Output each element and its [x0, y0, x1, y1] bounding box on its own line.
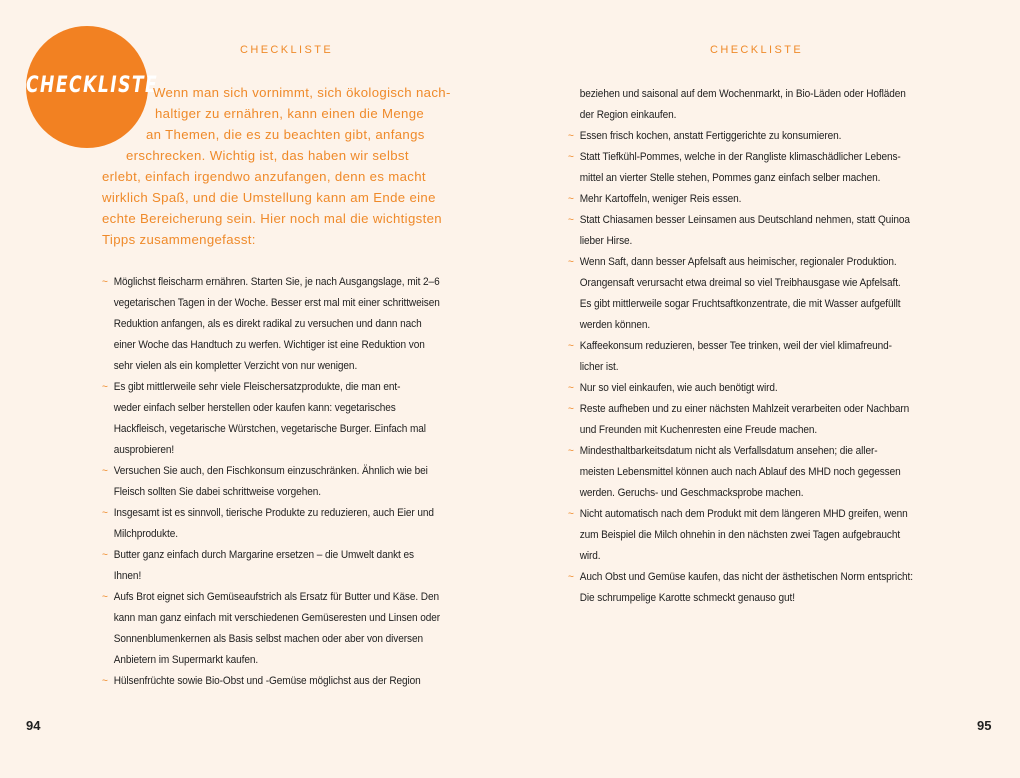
list-item: [102, 671, 453, 692]
tilde-bullet-icon: ~: [102, 549, 108, 561]
list-item: [102, 503, 453, 545]
intro-line: erschrecken. Wichtig ist, das haben wir selbst: [126, 148, 409, 163]
tilde-bullet-icon: ~: [102, 675, 108, 687]
tilde-bullet-icon: ~: [102, 591, 108, 603]
list-line: lieber Hirse.: [579, 235, 633, 247]
list-line: weder einfach selber herstellen oder kaufen kann: vegetarisches: [113, 402, 396, 414]
tilde-bullet-icon: ~: [102, 276, 108, 288]
list-line: ausprobieren!: [113, 444, 175, 456]
tilde-bullet-icon: ~: [568, 403, 574, 415]
list-line: mittel an vierter Stelle stehen, Pommes ganz einfach selber machen.: [579, 172, 881, 184]
list-line: licher ist.: [579, 361, 619, 373]
list-line: vegetarischen Tagen in der Woche. Besser erst mal mit einer schrittweisen: [113, 297, 440, 309]
tilde-bullet-icon: ~: [568, 445, 574, 457]
list-line: und Freunden mit Kuchenresten eine Freude machen.: [579, 424, 818, 436]
running-head: CHECKLISTE: [240, 44, 334, 56]
list-item: [568, 126, 921, 147]
list-item: [568, 189, 921, 210]
list-line: Nur so viel einkaufen, wie auch benötigt wird.: [579, 382, 778, 394]
list-line: Anbietern im Supermarkt kaufen.: [113, 654, 259, 666]
list-line: werden können.: [579, 319, 651, 331]
list-line: sehr vielen als ein kompletter Verzicht von nur wenigen.: [113, 360, 358, 372]
intro-line: Wenn man sich vornimmt, sich ökologisch nach-: [153, 85, 451, 100]
list-line: kann man ganz einfach mit verschiedenen Gemüseresten und Linsen oder: [113, 612, 441, 624]
list-line: Auch Obst und Gemüse kaufen, das nicht der ästhetischen Norm entspricht:: [579, 571, 913, 583]
running-head: CHECKLISTE: [710, 44, 804, 56]
tilde-bullet-icon: ~: [102, 465, 108, 477]
list-item: [568, 378, 921, 399]
list-line: Sonnenblumenkernen als Basis selbst machen oder aber von diversen: [113, 633, 423, 645]
page-number: 94: [26, 718, 41, 733]
tilde-bullet-icon: ~: [568, 571, 574, 583]
intro-line: an Themen, die es zu beachten gibt, anfangs: [146, 127, 425, 142]
list-item: [102, 545, 453, 587]
list-line: Die schrumpelige Karotte schmeckt genauso gut!: [579, 592, 795, 604]
tips-list-right: [568, 84, 921, 609]
list-line: Statt Tiefkühl-Pommes, welche in der Rangliste klimaschädlicher Lebens-: [579, 151, 901, 163]
list-item: [102, 377, 453, 461]
list-line: Mindesthaltbarkeitsdatum nicht als Verfallsdatum ansehen; die aller-: [579, 445, 878, 457]
list-line: Möglichst fleischarm ernähren. Starten Sie, je nach Ausgangslage, mit 2–6: [113, 276, 440, 288]
list-line: werden. Geruchs- und Geschmacksprobe machen.: [579, 487, 804, 499]
list-line: Hülsenfrüchte sowie Bio-Obst und -Gemüse möglichst aus der Region: [113, 675, 421, 687]
intro-line: Tipps zusammengefasst:: [102, 232, 256, 247]
list-line: Mehr Kartoffeln, weniger Reis essen.: [579, 193, 742, 205]
tilde-bullet-icon: ~: [568, 508, 574, 520]
list-item: [568, 210, 921, 252]
list-line: Ihnen!: [113, 570, 142, 582]
checkliste-badge: [26, 26, 159, 148]
list-line: Reduktion anfangen, als es direkt radikal zu versuchen und dann nach: [113, 318, 422, 330]
tilde-bullet-icon: ~: [568, 151, 574, 163]
list-line: Es gibt mittlerweile sogar Fruchtsaftkonzentrate, die mit Wasser aufgefüllt: [579, 298, 901, 310]
list-line: wird.: [579, 550, 601, 562]
list-item: [102, 587, 453, 671]
list-line: Hackfleisch, vegetarische Würstchen, vegetarische Burger. Einfach mal: [113, 423, 426, 435]
list-item: [568, 504, 921, 567]
list-item: [102, 461, 453, 503]
list-line: Orangensaft verursacht etwa dreimal so viel Treibhausgase wie Apfelsaft.: [579, 277, 901, 289]
list-line: einer Woche das Handtuch zu werfen. Wichtiger ist eine Reduktion von: [113, 339, 425, 351]
tilde-bullet-icon: ~: [568, 214, 574, 226]
list-line: Butter ganz einfach durch Margarine ersetzen – die Umwelt dankt es: [113, 549, 414, 561]
list-item: [568, 252, 921, 336]
tilde-bullet-icon: ~: [568, 193, 574, 205]
list-line: der Region einkaufen.: [579, 109, 677, 121]
intro-line: haltiger zu ernähren, kann einen die Menge: [155, 106, 425, 121]
tilde-bullet-icon: ~: [568, 340, 574, 352]
tilde-bullet-icon: ~: [102, 381, 108, 393]
list-line: Statt Chiasamen besser Leinsamen aus Deutschland nehmen, statt Quinoa: [579, 214, 910, 226]
tilde-bullet-icon: ~: [102, 507, 108, 519]
list-item: [568, 147, 921, 189]
list-line: Insgesamt ist es sinnvoll, tierische Produkte zu reduzieren, auch Eier und: [113, 507, 434, 519]
list-line: Kaffeekonsum reduzieren, besser Tee trinken, weil der viel klimafreund-: [579, 340, 892, 352]
list-line: Wenn Saft, dann besser Apfelsaft aus heimischer, regionaler Produktion.: [579, 256, 897, 268]
badge-label: CHECKLISTE: [26, 72, 159, 98]
list-line: Nicht automatisch nach dem Produkt mit dem längeren MHD greifen, wenn: [579, 508, 908, 520]
list-line: meisten Lebensmittel können auch nach Ablauf des MHD noch gegessen: [579, 466, 901, 478]
tilde-bullet-icon: ~: [568, 382, 574, 394]
list-line: Versuchen Sie auch, den Fischkonsum einzuschränken. Ähnlich wie bei: [113, 465, 428, 477]
list-line: Aufs Brot eignet sich Gemüseaufstrich als Ersatz für Butter und Käse. Den: [113, 591, 440, 603]
list-item: [568, 567, 921, 609]
list-item-continuation: [568, 84, 921, 126]
list-item: [102, 272, 453, 377]
list-item: [568, 441, 921, 504]
list-line: zum Beispiel die Milch ohnehin in den nächsten zwei Tagen aufgebraucht: [579, 529, 901, 541]
list-line: Essen frisch kochen, anstatt Fertiggerichte zu konsumieren.: [579, 130, 842, 142]
list-item: [568, 336, 921, 378]
intro-line: echte Bereicherung sein. Hier noch mal die wichtigsten: [102, 211, 442, 226]
intro-line: wirklich Spaß, und die Umstellung kann am Ende eine: [102, 190, 436, 205]
page-number: 95: [977, 718, 992, 733]
list-item: [568, 399, 921, 441]
list-line: Es gibt mittlerweile sehr viele Fleischersatzprodukte, die man ent-: [113, 381, 401, 393]
list-line: Reste aufheben und zu einer nächsten Mahlzeit verarbeiten oder Nachbarn: [579, 403, 910, 415]
list-line: Milchprodukte.: [113, 528, 178, 540]
tilde-bullet-icon: ~: [568, 256, 574, 268]
intro-line: erlebt, einfach irgendwo anzufangen, denn es macht: [102, 169, 426, 184]
right-page: [510, 0, 1020, 778]
tips-list-left: [102, 272, 453, 692]
list-line: beziehen und saisonal auf dem Wochenmarkt, in Bio-Läden oder Hofläden: [579, 88, 906, 100]
list-line: Fleisch sollten Sie dabei schrittweise vorgehen.: [113, 486, 321, 498]
tilde-bullet-icon: ~: [568, 130, 574, 142]
